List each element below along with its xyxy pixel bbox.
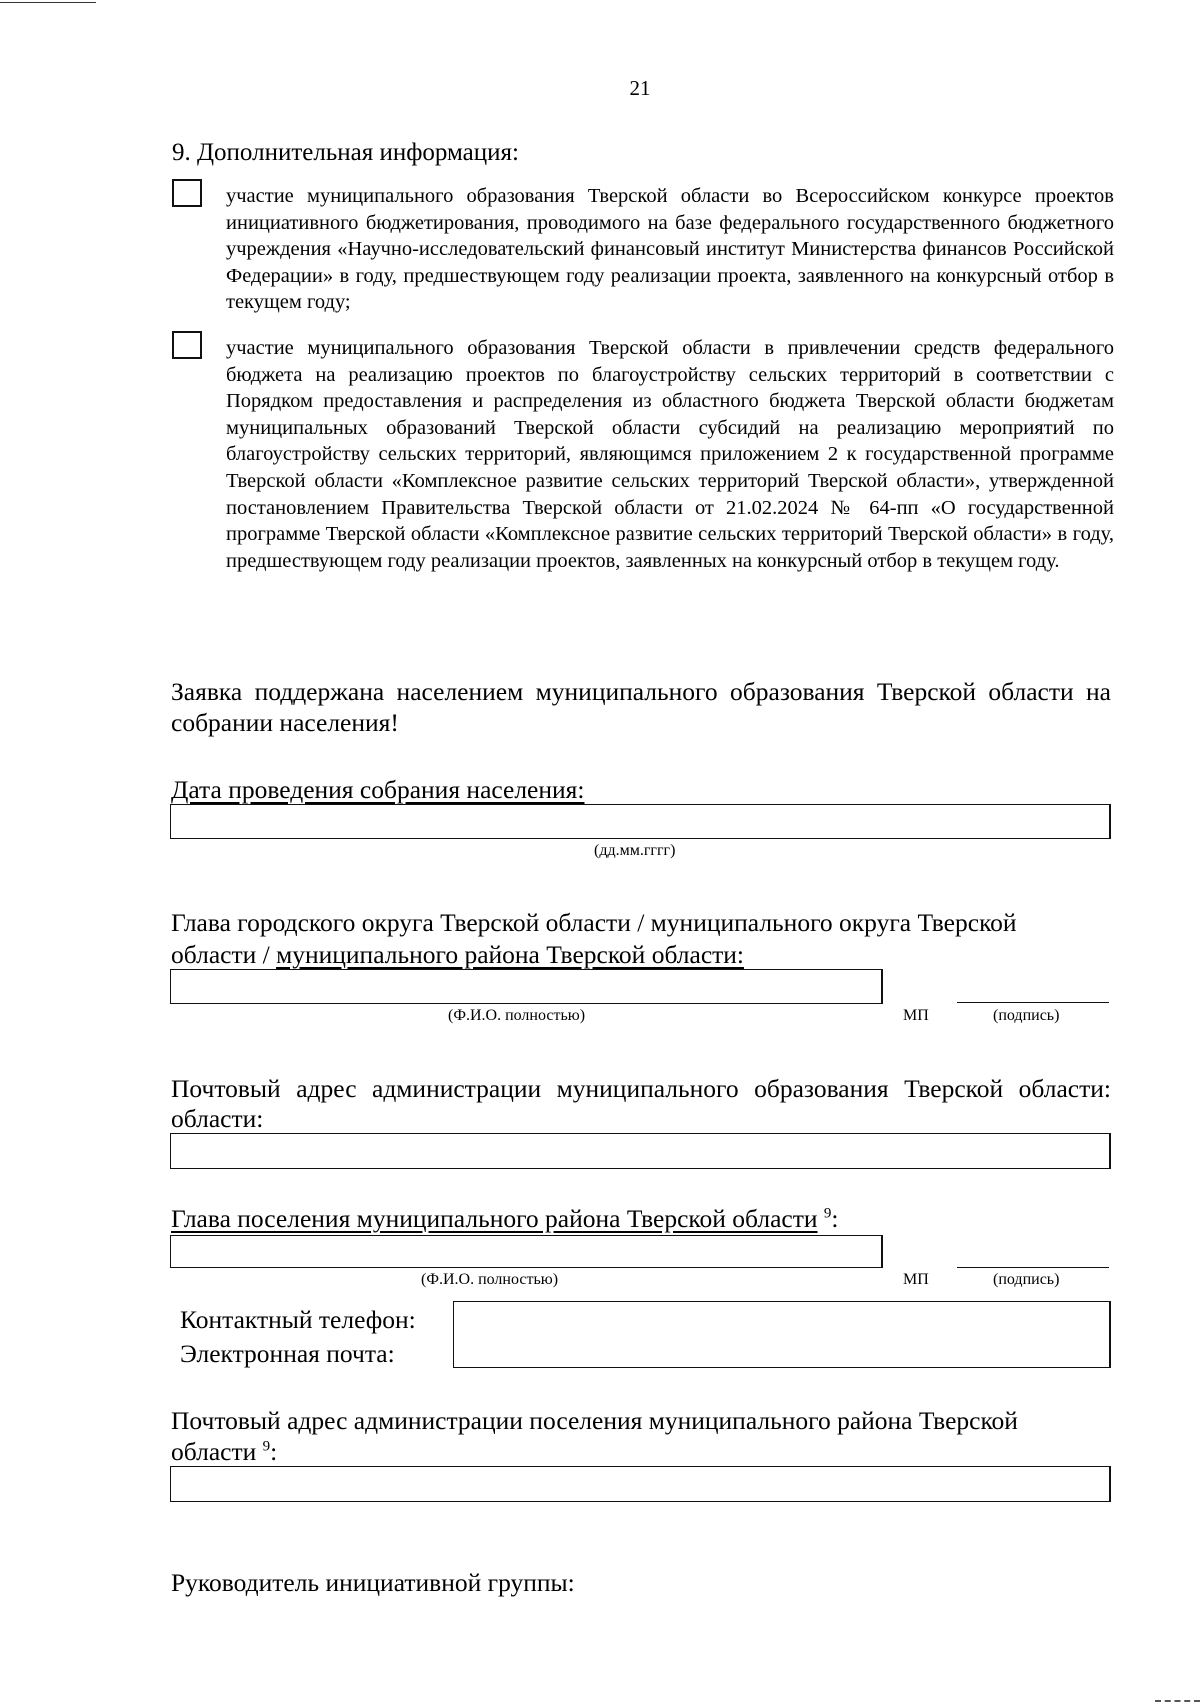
admin-address-label-line2: области:: [171, 1104, 264, 1133]
settlement-head-signature-line[interactable]: [957, 1267, 1109, 1268]
district-head-label-underlined: муниципального района Тверской области:: [276, 940, 745, 969]
initiative-group-label: Руководитель инициативной группы:: [171, 1568, 575, 1597]
district-head-signature-hint: (подпись): [993, 1007, 1060, 1024]
settlement-head-stamp-label: МП: [903, 1271, 929, 1288]
district-head-name-field[interactable]: [170, 969, 883, 1004]
support-statement: Заявка поддержана населением муниципального образования Тверской области на собрании населения!: [171, 677, 1111, 737]
meeting-date-field[interactable]: [170, 804, 1111, 839]
district-head-label-prefix: области /: [171, 940, 277, 969]
settlement-head-label: [171, 1204, 839, 1234]
option-1-text: участие муниципального образования Тверской области во Всероссийском конкурсе проектов инициативного бюджетирования, проводимого на базе федерального государственного бюджетного учреждения «Научно-исследовательский финансовый институт Министерства финансов Российской Федерации» в году, предшествующем году реализации проекта, заявленного на конкурсный отбор в текущем году;: [226, 185, 1114, 314]
district-head-stamp-label: МП: [903, 1007, 929, 1024]
phone-label: Контактный телефон:: [180, 1305, 416, 1334]
settlement-head-name-hint: (Ф.И.О. полностью): [421, 1271, 559, 1288]
settlement-head-label-text: Глава поселения муниципального района Тверской области: [171, 1204, 818, 1233]
section-title: 9. Дополнительная информация:: [172, 139, 519, 166]
option-2-text: участие муниципального образования Тверской области в привлечении средств федерального бюджета на реализацию проектов по благоустройству сельских территорий в соответствии с Порядком предоставления и распределения из областного бюджета Тверской области бюджетам муниципальных образований Тверской области субсидий на реализацию мероприятий по благоустройству сельских территорий, являющимся приложением 2 к государственной программе Тверской области «Комплексное развитие сельских территорий Тверской области», утвержденной постановлением Правительства Тверской области от 21.02.2024 № 64-пп «О государственной программе Тверской области «Комплексное развитие сельских территорий Тверской области» в году, предшествующем году реализации проектов, заявленных на конкурсный отбор в текущем году.: [226, 337, 1114, 572]
email-label: Электронная почта:: [180, 1339, 395, 1368]
settlement-head-signature-hint: (подпись): [993, 1271, 1060, 1288]
settlement-head-label-suffix: :: [831, 1204, 839, 1233]
settlement-head-footnote: 9: [823, 1205, 832, 1222]
admin-address-field[interactable]: [170, 1133, 1111, 1169]
meeting-date-label: Дата проведения собрания населения:: [171, 775, 585, 804]
settlement-address-footnote: 9: [262, 1438, 271, 1455]
page-number: 21: [629, 76, 651, 100]
scan-edge-mark: [0, 2, 96, 3]
district-head-signature-line[interactable]: [957, 1002, 1109, 1003]
email-field[interactable]: [453, 1334, 1111, 1368]
settlement-address-field[interactable]: [170, 1466, 1111, 1502]
meeting-date-format-hint: (дд.мм.гггг): [594, 842, 676, 859]
settlement-address-label-line2: области $^9$:: [171, 1437, 278, 1466]
settlement-head-name-field[interactable]: [170, 1235, 883, 1268]
option-2-checkbox[interactable]: [172, 331, 202, 359]
district-head-label-line1: Глава городского округа Тверской области / муниципального округа Тверской: [171, 908, 1017, 937]
option-1-checkbox[interactable]: [172, 179, 202, 207]
district-head-label-line2: [171, 940, 744, 970]
phone-field[interactable]: [453, 1301, 1111, 1335]
settlement-address-label-line1: Почтовый адрес администрации поселения муниципального района Тверской: [171, 1406, 1018, 1435]
district-head-name-hint: (Ф.И.О. полностью): [448, 1007, 586, 1024]
admin-address-label-line1: Почтовый адрес администрации муниципального образования Тверской области:: [171, 1074, 1111, 1103]
scan-edge-mark: [1155, 1700, 1200, 1702]
